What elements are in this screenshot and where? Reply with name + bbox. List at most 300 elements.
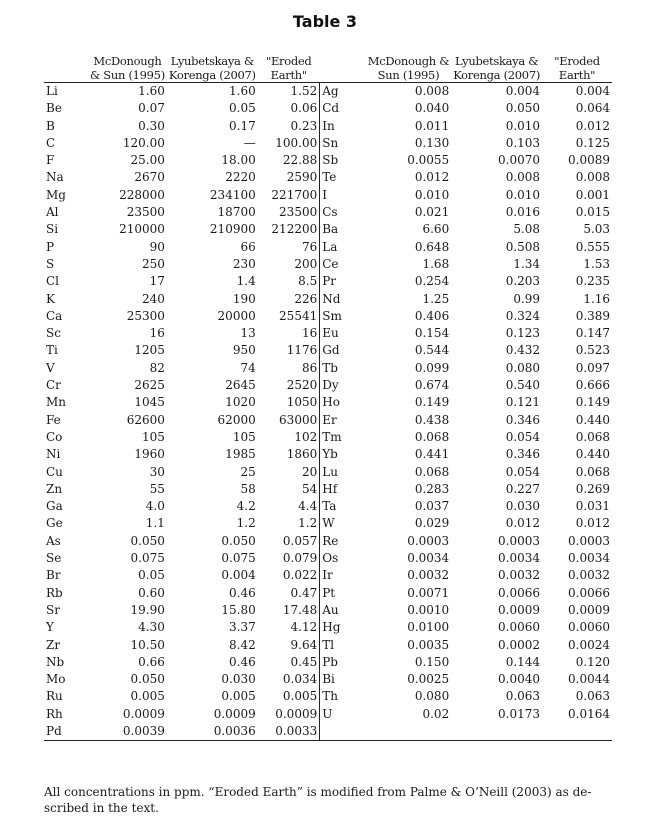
table-row [44,412,612,429]
cell-element-left: Cr [46,378,61,393]
cell-mcdonough-left: 240 [141,291,165,306]
cell-element-left: K [46,291,55,306]
cell-element-right: Yb [322,447,338,462]
cell-lyubetskaya-right: 0.0034 [498,551,541,566]
cell-mcdonough-left: 0.07 [138,101,165,116]
cell-element-right: Cs [322,205,338,220]
cell-eroded-right: 0.015 [575,205,611,220]
cell-lyubetskaya-right: 0.540 [505,378,541,393]
table-row [44,550,612,567]
cell-mcdonough-left: 16 [149,326,165,341]
cell-element-left: Br [46,568,61,583]
cell-element-right: W [322,516,335,531]
cell-eroded-left: 4.4 [258,498,320,515]
cell-eroded-left: 102 [258,429,320,446]
header-element-right [320,52,366,83]
cell-element-right: Gd [322,343,340,358]
cell-lyubetskaya-right: 0.508 [505,239,541,254]
cell-lyubetskaya-left: 1020 [225,395,256,410]
cell-mcdonough-left: 25.00 [130,153,165,168]
cell-element-right: Tb [322,360,338,375]
cell-lyubetskaya-right: 0.0009 [498,602,541,617]
table-row [44,204,612,221]
cell-mcdonough-right: 0.150 [414,654,450,669]
cell-element-left: B [46,118,55,133]
cell-lyubetskaya-left: 0.005 [221,689,256,704]
cell-lyubetskaya-right: 0.0040 [498,672,541,687]
cell-mcdonough-left: 55 [149,481,165,496]
cell-lyubetskaya-left: 3.37 [229,620,256,635]
cell-eroded-left: 0.06 [258,100,320,117]
cell-eroded-right: 0.012 [575,516,611,531]
cell-element-right: La [322,239,338,254]
cell-eroded-right: 0.097 [575,360,611,375]
cell-mcdonough-right: 0.011 [414,118,450,133]
cell-eroded-left: 86 [258,360,320,377]
cell-mcdonough-left: 0.005 [130,689,165,704]
cell-element-right: Sn [322,135,339,150]
cell-eroded-left: 0.057 [258,533,320,550]
cell-element-left: As [46,533,61,548]
table-row [44,688,612,705]
table-row [44,118,612,135]
cell-element-right: Au [322,602,339,617]
cell-eroded-right: 0.440 [575,447,611,462]
cell-mcdonough-right: 0.008 [414,84,450,98]
cell-mcdonough-left: 1045 [134,395,165,410]
cell-lyubetskaya-right: 0.227 [505,481,541,496]
cell-eroded-left: 0.005 [258,688,320,705]
cell-lyubetskaya-left: 0.17 [229,118,256,133]
cell-eroded-left: 9.64 [258,637,320,654]
cell-element-right [320,723,366,741]
cell-mcdonough-left: 23500 [126,205,165,220]
cell-mcdonough-left: 4.0 [145,499,165,514]
cell-element-left: Sc [46,326,61,341]
table-row [44,481,612,498]
cell-lyubetskaya-right: 0.324 [505,308,541,323]
cell-lyubetskaya-left: 58 [240,481,256,496]
cell-lyubetskaya-right: 0.0173 [498,706,541,721]
cell-eroded-right: 0.0060 [568,620,611,635]
cell-element-right: I [322,187,327,202]
header-lyubetskaya-left: Lyubetskaya & Korenga (2007) [168,54,256,82]
cell-eroded-left: 8.5 [258,273,320,290]
cell-mcdonough-right: 0.0055 [407,153,450,168]
cell-mcdonough-right: 0.283 [414,481,450,496]
cell-eroded-left: 20 [258,464,320,481]
cell-lyubetskaya-right: 0.012 [505,516,541,531]
cell-element-left: F [46,153,55,168]
cell-mcdonough-left: 1.1 [145,516,165,531]
cell-element-left: Li [46,84,58,98]
cell-mcdonough-left: 1.60 [138,84,165,98]
header-eroded-right: "Eroded Earth" [542,52,612,83]
cell-lyubetskaya-right: 0.010 [505,118,541,133]
cell-eroded-left: 0.0009 [258,706,320,723]
table-row [44,498,612,515]
header-mcdonough-left: McDonough & Sun (1995) [90,54,165,82]
cell-eroded-right: 0.149 [575,395,611,410]
cell-element-right: Sm [322,308,342,323]
table-row [44,429,612,446]
cell-mcdonough-left: 120.00 [122,135,165,150]
cell-eroded-left: 76 [258,239,320,256]
cell-eroded-right: 0.147 [575,326,611,341]
cell-element-left: Nb [46,654,65,669]
cell-mcdonough-left: 0.66 [138,654,165,669]
cell-eroded-left: 212200 [258,221,320,238]
table-row [44,671,612,688]
cell-lyubetskaya-left: 190 [232,291,256,306]
cell-element-right: Re [322,533,339,548]
cell-mcdonough-right: 0.021 [414,205,450,220]
cell-eroded-right: 5.03 [583,222,611,237]
cell-mcdonough-right: 0.254 [414,274,450,289]
table-row [44,256,612,273]
cell-eroded-right: 0.031 [575,499,611,514]
cell-element-right: Sb [322,153,339,168]
cell-eroded-right: 0.523 [575,343,611,358]
cell-lyubetskaya-left: 18.00 [221,153,256,168]
cell-mcdonough-right: 0.099 [414,360,450,375]
cell-lyubetskaya-left: — [243,135,256,150]
cell-element-right: Cd [322,101,340,116]
cell-element-left: S [46,256,55,271]
cell-lyubetskaya-right: 0.123 [505,326,541,341]
cell-eroded-right: 0.235 [575,274,611,289]
cell-element-right: Pr [322,274,337,289]
cell-eroded-left: 2590 [258,169,320,186]
cell-eroded-left: 221700 [258,187,320,204]
cell-eroded-right [542,723,612,741]
cell-eroded-right: 0.0164 [568,706,611,721]
cell-eroded-right: 0.666 [575,378,611,393]
cell-lyubetskaya-left: 0.46 [229,654,256,669]
cell-mcdonough-left: 0.30 [138,118,165,133]
table-row [44,360,612,377]
cell-mcdonough-left: 0.0009 [122,706,165,721]
cell-mcdonough-right: 0.0010 [407,602,450,617]
cell-element-left: P [46,239,55,254]
cell-mcdonough-left: 25300 [126,308,165,323]
cell-lyubetskaya-right: 0.346 [505,412,541,427]
cell-eroded-right: 0.0032 [568,568,611,583]
table-row [44,342,612,359]
table-row [44,723,612,741]
cell-mcdonough-left: 2625 [134,378,165,393]
cell-eroded-right: 0.120 [575,654,611,669]
cell-element-left: V [46,360,55,375]
cell-element-right: Hg [322,620,341,635]
cell-lyubetskaya-left: 234100 [209,187,256,202]
cell-mcdonough-right: 0.130 [414,135,450,150]
cell-mcdonough-left: 1960 [134,447,165,462]
cell-mcdonough-left: 210000 [119,222,165,237]
cell-mcdonough-left: 19.90 [130,602,165,617]
header-mcdonough-right: McDonough & Sun (1995) [367,54,450,82]
cell-lyubetskaya-right: 0.063 [505,689,541,704]
cell-lyubetskaya-right [451,723,542,741]
cell-lyubetskaya-right: 0.0060 [498,620,541,635]
cell-lyubetskaya-left: 2220 [225,170,256,185]
table-row [44,325,612,342]
cell-element-left: Rh [46,706,63,721]
cell-lyubetskaya-left: 950 [232,343,256,358]
cell-lyubetskaya-right: 0.050 [505,101,541,116]
cell-lyubetskaya-left: 2645 [225,378,256,393]
table-row [44,83,612,101]
table-row [44,567,612,584]
cell-element-right: Th [322,689,338,704]
table-title: Table 3 [292,12,358,31]
cell-eroded-left: 17.48 [258,602,320,619]
cell-eroded-right: 0.068 [575,429,611,444]
cell-element-left: Mn [46,395,67,410]
cell-lyubetskaya-right: 0.030 [505,499,541,514]
cell-lyubetskaya-left: 20000 [217,308,256,323]
cell-mcdonough-right: 1.25 [422,291,450,306]
header-eroded-left: "Eroded Earth" [258,52,320,83]
cell-mcdonough-right: 0.0032 [407,568,450,583]
cell-eroded-left: 0.022 [258,567,320,584]
cell-lyubetskaya-right: 0.203 [505,274,541,289]
cell-lyubetskaya-left: 1.60 [229,84,256,98]
table-row [44,706,612,723]
cell-lyubetskaya-left: 0.05 [229,101,256,116]
cell-eroded-left: 1050 [258,394,320,411]
cell-mcdonough-right: 6.60 [422,222,450,237]
cell-mcdonough-left: 0.050 [130,533,165,548]
cell-mcdonough-left: 0.05 [138,568,165,583]
table-row [44,169,612,186]
cell-element-right: Hf [322,481,338,496]
cell-mcdonough-left: 10.50 [130,637,165,652]
cell-eroded-left: 1.52 [258,83,320,101]
cell-eroded-left: 226 [258,291,320,308]
cell-mcdonough-right: 0.544 [414,343,450,358]
cell-lyubetskaya-right: 0.0066 [498,585,541,600]
cell-element-right: Nd [322,291,341,306]
cell-element-left: Zr [46,637,61,652]
cell-mcdonough-right: 0.080 [414,689,450,704]
table-row [44,533,612,550]
cell-lyubetskaya-right: 0.0070 [498,153,541,168]
cell-lyubetskaya-right: 0.008 [505,170,541,185]
cell-eroded-right: 0.004 [575,84,611,98]
cell-element-right: Pt [322,585,336,600]
cell-element-left: Mg [46,187,66,202]
cell-element-right: Ba [322,222,339,237]
cell-eroded-right: 0.008 [575,170,611,185]
cell-element-right: Eu [322,326,339,341]
cell-mcdonough-left: 228000 [119,187,165,202]
cell-element-left: Co [46,429,63,444]
cell-mcdonough-right: 0.068 [414,464,450,479]
cell-eroded-right: 0.001 [575,187,611,202]
cell-eroded-right: 0.0003 [568,533,611,548]
cell-eroded-left: 0.45 [258,654,320,671]
cell-lyubetskaya-left: 0.0036 [167,723,258,741]
cell-mcdonough-right: 0.441 [414,447,450,462]
cell-element-right: Lu [322,464,338,479]
table-row [44,239,612,256]
cell-eroded-right: 0.0034 [568,551,611,566]
cell-lyubetskaya-right: 0.144 [505,654,541,669]
table-row [44,602,612,619]
cell-lyubetskaya-right: 0.0032 [498,568,541,583]
cell-element-left: Al [46,205,59,220]
cell-element-left: Y [46,620,54,635]
cell-element-left: Pd [44,723,88,741]
cell-lyubetskaya-right: 1.34 [513,256,541,271]
cell-mcdonough-right: 0.02 [422,706,450,721]
cell-element-right: Tl [322,637,335,652]
cell-lyubetskaya-left: 1.4 [236,274,256,289]
cell-eroded-left: 2520 [258,377,320,394]
table-body [44,83,612,741]
cell-lyubetskaya-left: 25 [240,464,256,479]
cell-eroded-left: 0.034 [258,671,320,688]
cell-lyubetskaya-left: 230 [232,256,256,271]
cell-lyubetskaya-right: 0.054 [505,464,541,479]
cell-mcdonough-left: 105 [141,429,165,444]
cell-element-left: Fe [46,412,61,427]
cell-lyubetskaya-left: 66 [240,239,256,254]
cell-eroded-left: 1.2 [258,515,320,532]
table-row [44,637,612,654]
table-row [44,221,612,238]
cell-element-left: Cl [46,274,60,289]
cell-eroded-right: 1.16 [583,291,611,306]
cell-element-right: U [322,706,333,721]
cell-eroded-right: 0.064 [575,101,611,116]
cell-lyubetskaya-left: 0.030 [221,672,256,687]
cell-mcdonough-left: 62600 [126,412,165,427]
cell-mcdonough-right: 0.037 [414,499,450,514]
cell-eroded-left: 0.0033 [258,723,320,741]
cell-element-right: Ir [322,568,333,583]
cell-lyubetskaya-right: 0.103 [505,135,541,150]
cell-lyubetskaya-right: 0.99 [513,291,541,306]
cell-eroded-right: 0.068 [575,464,611,479]
cell-eroded-right: 0.0089 [568,153,611,168]
cell-element-left: Na [46,170,64,185]
cell-element-left: Zn [46,481,63,496]
cell-element-left: Sr [46,602,60,617]
cell-eroded-left: 25541 [258,308,320,325]
cell-mcdonough-left: 82 [149,360,165,375]
cell-mcdonough-left: 90 [149,239,165,254]
cell-lyubetskaya-left: 18700 [217,205,256,220]
cell-element-left: Mo [46,672,66,687]
header-element-left [44,52,88,83]
cell-eroded-left: 54 [258,481,320,498]
cell-mcdonough-right: 1.68 [422,256,450,271]
cell-lyubetskaya-left: 210900 [209,222,256,237]
cell-lyubetskaya-right: 0.346 [505,447,541,462]
cell-lyubetskaya-left: 13 [240,326,256,341]
cell-element-right: Ce [322,256,339,271]
cell-element-right: Dy [322,378,339,393]
cell-eroded-left: 1860 [258,446,320,463]
cell-mcdonough-right: 0.438 [414,412,450,427]
cell-element-left: Ge [46,516,63,531]
cell-mcdonough-right: 0.040 [414,101,450,116]
cell-eroded-left: 0.23 [258,118,320,135]
cell-mcdonough-right: 0.149 [414,395,450,410]
cell-lyubetskaya-right: 0.016 [505,205,541,220]
cell-mcdonough-right: 0.0100 [407,620,450,635]
cell-lyubetskaya-left: 62000 [217,412,256,427]
cell-lyubetskaya-right: 0.0003 [498,533,541,548]
cell-eroded-left: 16 [258,325,320,342]
cell-mcdonough-left: 17 [149,274,165,289]
cell-mcdonough-left: 0.075 [130,551,165,566]
cell-element-right: Os [322,551,339,566]
cell-element-left: Ni [46,447,61,462]
cell-eroded-left: 23500 [258,204,320,221]
cell-mcdonough-left: 0.0039 [88,723,167,741]
cell-eroded-left: 0.079 [258,550,320,567]
cell-lyubetskaya-right: 0.0002 [498,637,541,652]
cell-lyubetskaya-left: 4.2 [236,499,256,514]
cell-mcdonough-left: 0.60 [138,585,165,600]
cell-mcdonough-right: 0.068 [414,429,450,444]
cell-lyubetskaya-left: 0.46 [229,585,256,600]
cell-element-right: Tm [322,429,342,444]
cell-mcdonough-left: 2670 [134,170,165,185]
cell-eroded-left: 100.00 [258,135,320,152]
cell-mcdonough-right: 0.0034 [407,551,450,566]
cell-eroded-right: 0.555 [575,239,611,254]
table-row [44,100,612,117]
cell-eroded-right: 0.063 [575,689,611,704]
composition-table [44,52,612,741]
cell-element-right: In [322,118,335,133]
cell-lyubetskaya-left: 0.075 [221,551,256,566]
cell-eroded-right: 0.0066 [568,585,611,600]
cell-element-left: Ga [46,499,63,514]
table-footnote: All concentrations in ppm. “Eroded Earth” is modified from Palme & O’Neill (2003) as de- scribed in the text. [44,785,592,815]
cell-mcdonough-right: 0.0003 [407,533,450,548]
cell-lyubetskaya-right: 0.004 [505,84,541,98]
cell-mcdonough-right: 0.674 [414,378,450,393]
table-row [44,515,612,532]
cell-lyubetskaya-left: 1985 [225,447,256,462]
cell-element-right: Ho [322,395,340,410]
cell-element-left: Ru [46,689,63,704]
cell-element-right: Bi [322,672,335,687]
cell-lyubetskaya-left: 74 [240,360,256,375]
cell-eroded-right: 0.0024 [568,637,611,652]
table-row [44,291,612,308]
cell-mcdonough-left: 250 [141,256,165,271]
table-header-row [44,52,612,83]
cell-mcdonough-right: 0.406 [414,308,450,323]
cell-element-right: Ag [322,84,339,98]
cell-eroded-right: 0.125 [575,135,611,150]
cell-eroded-left: 200 [258,256,320,273]
cell-lyubetskaya-right: 0.121 [505,395,541,410]
cell-mcdonough-left: 1205 [134,343,165,358]
table-row [44,152,612,169]
cell-element-right: Er [322,412,337,427]
cell-element-right: Pb [322,654,338,669]
table-row [44,377,612,394]
cell-mcdonough-right: 0.029 [414,516,450,531]
cell-lyubetskaya-right: 0.054 [505,429,541,444]
